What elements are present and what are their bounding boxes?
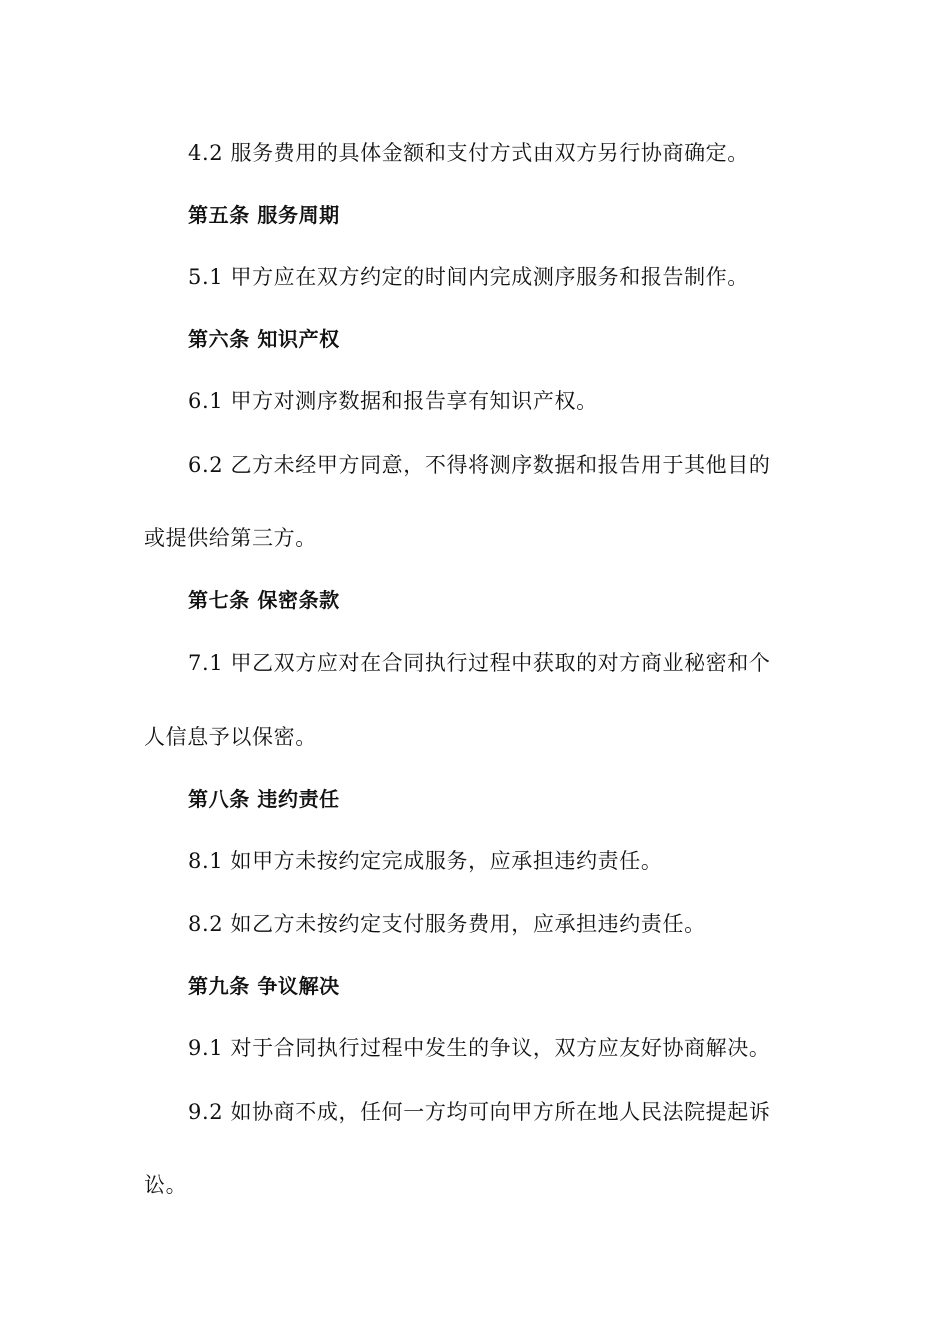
article-6-heading: 第六条 知识产权	[188, 327, 340, 351]
article-9-heading: 第九条 争议解决	[188, 974, 340, 998]
article-7-heading: 第七条 保密条款	[188, 588, 340, 612]
article-5-heading: 第五条 服务周期	[188, 203, 340, 227]
clause-6-2: 6.2 乙方未经甲方同意，不得将测序数据和报告用于其他目的	[188, 453, 771, 477]
clause-7-1-continued: 人信息予以保密。	[144, 725, 317, 749]
clause-6-1: 6.1 甲方对测序数据和报告享有知识产权。	[188, 389, 598, 413]
clause-5-1: 5.1 甲方应在双方约定的时间内完成测序服务和报告制作。	[188, 265, 749, 289]
article-8-heading: 第八条 违约责任	[188, 787, 340, 811]
clause-4-2: 4.2 服务费用的具体金额和支付方式由双方另行协商确定。	[188, 141, 749, 165]
clause-7-1: 7.1 甲乙双方应对在合同执行过程中获取的对方商业秘密和个	[188, 651, 771, 675]
clause-9-2-continued: 讼。	[144, 1173, 188, 1197]
clause-9-2: 9.2 如协商不成，任何一方均可向甲方所在地人民法院提起诉	[188, 1100, 771, 1124]
clause-9-1: 9.1 对于合同执行过程中发生的争议，双方应友好协商解决。	[188, 1036, 771, 1060]
clause-8-2: 8.2 如乙方未按约定支付服务费用，应承担违约责任。	[188, 912, 706, 936]
clause-6-2-continued: 或提供给第三方。	[144, 526, 317, 550]
clause-8-1: 8.1 如甲方未按约定完成服务，应承担违约责任。	[188, 849, 663, 873]
